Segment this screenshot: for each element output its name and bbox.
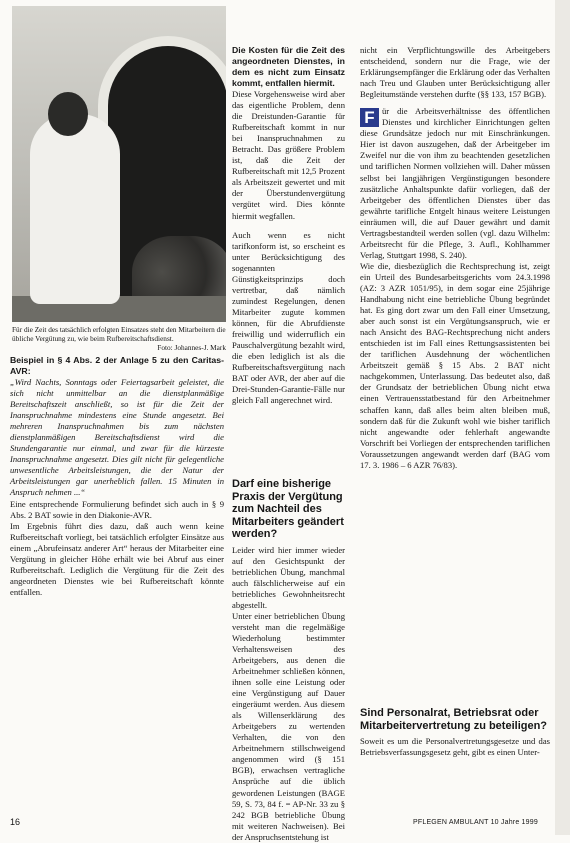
col2-intro: Die Kosten für die Zeit des angeordneten Dienstes, in dem es nicht zum Einsatz kommt, entfallen hiermit. — [232, 45, 345, 88]
col1-intro: Beispiel in § 4 Abs. 2 der Anlage 5 zu den Caritas-AVR: — [10, 355, 224, 376]
page-edge-shadow — [555, 0, 570, 835]
caption-text: Für die Zeit des tatsächlich erfolgten Einsatzes steht den Mitarbeitern die übliche Vergütung zu, wie beim Rufbereitschaftsdienst. — [12, 325, 226, 343]
col3-paragraph-3: Wie die, diesbezüglich die Rechtsprechung ist, zeigt ein Urteil des Bundesarbeitsgerichts vom 24.3.1998 (AZ: 3 AZR 1051/95), in dem sogar eine 25jährige Handhabung nicht eine betriebliche Übung begründet hat. Es ging dort zwar um den Fall einer Umsetzung, aber auch sonst ist ein Vergütungsanspruch, wie er nach Ansicht des BAG-Rechtsprechung nicht anders entschieden ist im Fall eines Rettungsassistenten bei der tariflichen Ausdehnung der wöchentlichen Arbeitszeit gemäß § 15 Abs. 2 BAT nicht nachgekommen, Unterlassung. Das bedeutet also, daß der Grundsatz der betrieblichen Übung nicht etwa einen Vertrauensstatbestand für den Arbeitnehmer schaffen kann, daß alles beim alten bleiben muß, sondern daß für die Zukunft wohl wie bisher tariflich nicht angewandte oder fehlerhaft angewandte Vorschrift bei Vorliegen der entsprechenden tariflichen Voraussetzungen angewandt werden darf (BAG vom 17. 3. 1986 – 6 AZR 76/83). — [360, 260, 550, 470]
subheading-representation: Sind Personalrat, Betriebsrat oder Mitarbeitervertretung zu beteiligen? — [360, 707, 548, 732]
col3-paragraph-1: nicht ein Verpflichtungswille des Arbeitgebers entscheidend, sondern nur die Frage, wie der Erklärungsempfänger die Erklärung oder das Verhalten nach Treu und Glauben unter Berücksichtigung aller Begleitumstände verstehen durfte (§§ 133, 157 BGB). — [360, 45, 550, 100]
page-number: 16 — [10, 817, 21, 827]
dropcap-letter: F — [360, 108, 379, 127]
column-3 — [360, 45, 550, 471]
col1-quote: „Wird Nachts, Sonntags oder Feiertagsarbeit geleistet, die sich nicht unmittelbar an die dienstplanmäßige Bereitschaftszeit anschließt, so ist für die Zeit der Inanspruchnahme mindestens eine Stunde angesetzt. Bei mehreren Inanspruchnahmen bis zum nächsten dienstplanmäßigen Bereitschaftsdienst wird die Stundengarantie nur einmal, und zwar für die kürzeste Inanspruchnahme angesetzt. Dies gilt nicht für gelegentliche unwesentliche Arbeitsleistungen, die der Natur der Arbeitsleistungen gar unerheblich fallen. 15 Minuten in Anspruch nehmen ...“ — [10, 377, 224, 498]
article-photo — [12, 6, 226, 322]
photo-caption — [12, 325, 226, 352]
column-1 — [10, 355, 224, 598]
photo-person-head — [48, 92, 88, 136]
col2-paragraph-1: Diese Vorgehensweise wird aber das eigentliche Problem, denn die Dreistunden-Garantie für Rufbereitschaft kommt in nur bei Inanspruchnahmen zu Betracht. Das größere Problem ist, daß die Zeit der Rufbereitschaft mit 12,5 Prozent als Arbeitszeit gewertet und mit der Überstundenvergütung vergütet wird. Dies könnte hiermit wegfallen. — [232, 89, 345, 221]
photo-credit: Foto: Johannes-J. Mark — [157, 343, 226, 352]
subheading-practice: Darf eine bisherige Praxis der Vergütung zum Nachteil des Mitarbeiters geändert werden? — [232, 478, 344, 540]
col3-paragraph-2: ür die Arbeitsverhältnisse des öffentlichen Dienstes und kirchlicher Einrichtungen gelten diese Grundsätze jedoch nur mit Einschränkungen. Hier ist davon auszugehen, daß der Arbeitgeber im Zweifel nur die von ihm zu beachtenden gesetzlichen und tariflichen Normen vollziehen will. Daher müssen selbst bei langjährigen Vergünstigungen besondere zusätzliche Anhaltspunkte dafür vorliegen, daß der Arbeitgeber des öffentlichen Dienstes über das gewährte tarifliche Entgelt hinaus weitere Leistungen einräumen will, die auf Dauer gewährt und damit Vertragsbestandteil werden sollen (vgl. dazu Wilhelm: Arbeitsrecht für die Pflege, 3. Aufl., Kohlhammer Verlag, Stuttgart 1998, S. 240). — [360, 106, 550, 260]
subheading-box — [232, 478, 350, 843]
col2-paragraph-2: Auch wenn es nicht tarifkonform ist, so erscheint es unter Berücksichtigung des sogenannten Günstigkeitsprinzips doch vertretbar, daß nämlich zumindest Regelungen, denen Mitarbeiter zugute kommen können, für die Abrufdienste freiwillig und widerruflich ein Pauschalvergütung bezahlt wird, die eben lediglich ist als die Rufbereitschaftsvergütung nach BAT oder AVR, der aber auf die Drei-Stunden-Garantie-Fälle nur gleich Fall angerechnet wird. — [232, 229, 345, 406]
col1-paragraph-1: Eine entsprechende Formulierung befindet sich auch in § 9 Abs. 2 BAT sowie in den Diakonie-AVR. — [10, 498, 224, 520]
column-3b — [360, 736, 550, 758]
col3b-paragraph-1: Soweit es um die Personalvertretungsgesetze und das Betriebsverfassungsgesetz geht, gibt es einen Unter- — [360, 736, 550, 758]
col2b-paragraph-2: Unter einer betrieblichen Übung versteht man die regelmäßige Wiederholung bestimmter Verhaltensweisen des Arbeitgebers, aus denen die Arbeitnehmer schließen können, ihnen solle eine Leistung oder eine Vergünstigung auf Dauer eingeräumt werden. Aus diesem als Willenserklärung des Arbeitgebers zu wertenden Verhalten, die von den Arbeitnehmern stillschweigend angenommen wird (§ 151 BGB), erwachsen vertragliche Ansprüche auf die üblich gewordenen Leistungen (BAGE 59, S. 73, 84 f. = AP-Nr. 33 zu § 242 BGB betriebliche Übung mit weiteren Nachweisen). Bei der Anspruchsentstehung ist — [232, 610, 345, 842]
column-2b — [232, 545, 345, 843]
magazine-footer: PFLEGEN AMBULANT 10 Jahre 1999 — [413, 819, 538, 826]
column-2 — [232, 45, 345, 406]
col2b-paragraph-1: Leider wird hier immer wieder auf den Gesichtspunkt der betrieblichen Übung, manchmal auch fälschlicherweise auf ein betriebliches Gewohnheitsrecht abgestellt. — [232, 544, 345, 610]
subheading-box-bottom — [360, 707, 550, 758]
photo-person — [30, 114, 120, 304]
col1-paragraph-2: Im Ergebnis führt dies dazu, daß auch wenn keine Rufbereitschaft vorliegt, bei tatsächlich erfolgter Einsätze aus einem „Abrufeinsatz anderer Art“ heraus der Mitarbeiter eine Vergütung in gleicher Höhe erhält wie bei Abruf aus einer Rufbereitschaft. Lediglich die Vergütung für die Zeit des angeordneten Dienstes wie bei Rufbereitschaft könnte entfallen. — [10, 520, 224, 597]
